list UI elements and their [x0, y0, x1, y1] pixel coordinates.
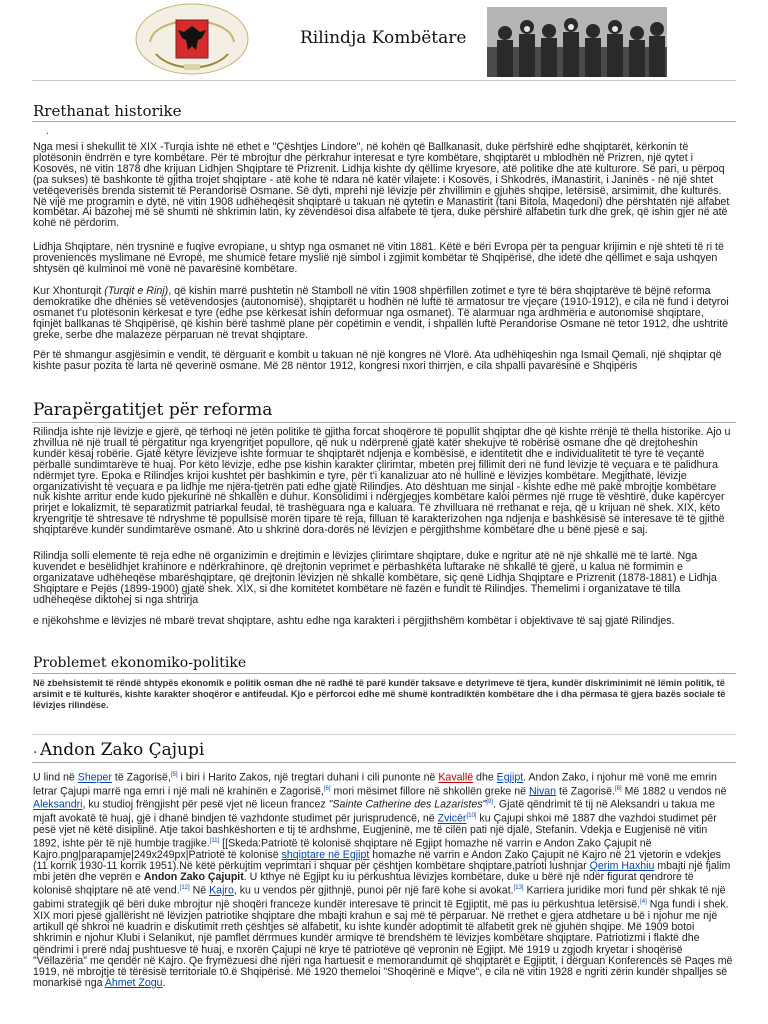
text-span: Nga fundi i shek. XIX mori pjesë gjallërisht në lëvizjen patriotike shqiptare dhe mbajti krahun e saj më të përparuar. Në rrethet e gjera atdhetare u bë i njohur me një artikull që shkroi në kuadrin e diskutimit rreth çështjes së alfabetit, ku ishte kundër adoptimit të alfabetit grek në gjuhën shqipe. Më 1909 botoi shkrimin e njohur Klubi i Selanikut, një pamflet dërrmues kundër armiqve të brendshëm të lëvizjes kombëtare shqiptare. Patriotizmi i flaktë dhe qëndrimi i prerë ndaj pushtuesve të huaj, e nxorën Çajupi në krye të patriotëve që vepronin në Egjipt. Më 1919 u zgjodh kryetar i shoqërisë "Vëllazëria" me qendër në Kajro. Qe frymëzuesi dhe njëri nga hartuesit e memorandumit që shqiptarët e Egjiptit, i dërguan Konferencës së Paqes më 1919, në mbrojtje të tërësisë territoriale t0.ë Shqipërisë. Më 1920 themeloi "Shoqërinë e Miqve", e cila në vitin 1928 e ngriti zërin kundër shpalljes së monarkisë nga: [33, 898, 733, 990]
link-shqiptare-egjipt[interactable]: shqiptare në Egjipt: [281, 848, 370, 861]
bullet-dot: .: [33, 741, 38, 757]
link-ahmet-zogu[interactable]: Ahmet Zogu: [104, 977, 163, 990]
section-heading-problemet: Problemet ekonomiko-politike: [33, 655, 247, 671]
heading-divider: [32, 121, 736, 122]
link-sheper[interactable]: Sheper: [77, 771, 112, 784]
text-span: mbajti një fjalim mbi jetën dhe veprën e: [33, 860, 731, 884]
paragraph: [33, 770, 733, 989]
page-title: Rilindja Kombëtare: [300, 28, 467, 48]
text-span: . U kthye në Egjipt ku iu përkushtua lëvizjes kombëtare, duke u bërë një ndër figurat qendrore të kolonisë shqiptare në atë vend.: [33, 871, 694, 898]
link-qerim-haxhiu[interactable]: Qerim Haxhiu: [589, 860, 655, 873]
text-span: .: [162, 977, 166, 990]
paragraph: Në zbehsistemit të rëndë shtypës ekonomik e politik osman dhe në radhë të parë kundër taksave e detyrimeve të tjera, kundër diskriminimit në lëmin politik, të arsimit e të kulturës, kishte karakter shoqëror e antifeudal. Kjo e përforcoi edhe më shumë kontradiktën kombëtare dhe i dha përmasa të gjera bazës sociale të lëvizjes rilindëse.: [33, 678, 726, 710]
text-span: të Zagorisë.: [556, 785, 615, 798]
text-span: . Gjatë qëndrimit të tij në Aleksandri u takua me mjaft avokatë të huaj, gjë i dhanë bindjen të vazhdonte studimet për jurisprudencë, në: [33, 799, 715, 825]
section-divider: [32, 734, 736, 735]
paragraph: Rilindja solli elemente të reja edhe në organizimin e drejtimin e lëvizjes çlirimtare shqiptare, duke e ngritur atë në një shkallë më të lartë. Nga kuvendet e besëlidhjet krahinore e ndërkrahinore, që drejtonin veprimet e përbashkëta luftarake në shkallë të gjerë, u kalua në formimin e organizatave udhëheqëse mbarëshqiptare, që drejtonin lëvizjen në shkallë kombëtare, siç qenë Lidhja Shqiptare e Prizrenit (1878-1881) e Lidhja Shqiptare e Pejës (1899-1900) gjatë shek. XIX, si dhe komitetet kombëtare në fazën e fundit të Rilindjes. Themelimi i organizatave të tilla udhëheqëse diktohej si nga shtrirja: [33, 550, 717, 606]
citation-ref[interactable]: [12]: [179, 885, 190, 892]
link-aleksandri[interactable]: Aleksandri: [33, 799, 83, 811]
paragraph: e njëkohshme e lëvizjes në mbarë trevat shqiptare, ashtu edhe nga karakteri i përgjithshëm kombëtar i objektivave të saj gjatë Rilindjes.: [33, 615, 675, 627]
text-span: [[Skeda:Patriotë të kolonisë shqiptare në Egjipt homazhe në varrin e Andon Zako Çajupit në Kajro.png|parapamje|249x249px|Patriotë të kolonisë: [33, 837, 652, 861]
text-span: ku Çajupi shkoi më 1887 dhe vazhdoi studimet për pesë vjet në këtë disiplinë. Atje takoi bashkëshorten e tij të ardhshme, Eugjeninë, me të cilën pati një djalë, Stefanin. Vdekja e Eugjenisë në vitin 1892, ishte për të një humbje tragjike.: [33, 812, 717, 850]
text-span: dhe: [473, 771, 497, 784]
text-span: i biri i Harito Zakos, një tregtari duhani i cili punonte në: [177, 771, 439, 784]
text-span: Në: [189, 885, 210, 898]
paragraph: Nga mesi i shekullit të XIX -Turqia ishte në ethet e "Çështjes Lindore", në kohën që Ballkanasit, duke përfshirë edhe shqiptarët, kërkonin të plotësonin ëndrrën e tyre kombëtare. Për të mbrojtur dhe përkrahur interesat e tyre kombëtare, shqiptarët u mblodhën në Prizren, një qytet i Kosovës, në vitin 1878 dhe krijuan Lidhjen Shqiptare të Prizrenit. Lidhja kishte dy qëllime kryesore, atë politike dhe atë kulturore. Së pari, u përpoq (pa sukses) të bashkonte të gjitha trojet shqiptare - atë kohe të ndara në katër vilajete: i Kosovës, i Shkodrës, iManastirit, i Janinës - në një shtet vetëqeverisës brenda sistemit të Perandorisë Osmane. Së dyti, mprehi një lëvizje për zhvillimin e gjuhës shqipe, letërsisë, arsimimit, dhe kulturës. Në vijë me programin e dytë, në vitin 1908 udhëheqësit shqiptarë u takuan në qytetin e Manastirit (tani Bitola, Maqedoni) dhe përshtatën një alfabet kombëtar. Ai bazohej më së shumti në shkrimin latin, ky zëvendësoi disa alfabete të tjera, duke përshirë alfabetin turk dhe grek, që ishin gjer në atë kohë në përdorim.: [33, 141, 730, 230]
link-egjipt[interactable]: Egjipt: [496, 771, 524, 784]
heading-divider: [32, 673, 736, 674]
page-header: [0, 0, 768, 82]
text-span: , që kishin marrë pushtetin në Stamboll në vitin 1908 shpërfillen zotimet e tyre të bëra shqiptarëve të bëjnë reforma demokratike dhe dhënies së vetëvendosjes (autonomisë), shqiptarët u hodhën në luftë të armatosur tre vjeçare (1910-1912), e cila në fund i detyroi osmanet t'u plotësonin kërkesat e tyre (edhe pse kërkesat ishin deformuar nga osmanet). Të alarmuar nga ardhmëria e autonomisë shqiptare, fqinjët ballkanas të Shqipërisë, që kishin bërë tashmë plane për copëtimin e vendit, i shpallën luftë Perandorise Osmane në tetor 1912, dhe ushtritë greke, serbe dhe malazeze përparuan në trevat shqiptare.: [33, 285, 729, 341]
link-kavalle[interactable]: Kavallë: [438, 771, 474, 784]
bullet-dot: .: [46, 126, 50, 137]
text-span: homazhe në varrin e Andon Zako Çajupit në Kajro në 21 vjetorin e vdekjes (11 korrik 1930-11 korrik 1951).Në këtë përkujtim veprimtari i shquar për çështjen kombëtare shqiptare,patrioti lushnjar: [33, 848, 721, 873]
citation-ref[interactable]: [6]: [323, 785, 331, 792]
albanian-eagle-emblem-icon: [132, 2, 252, 76]
text-span: Karriera juridike mori fund për shkak të një gabimi strategjik që bëri duke mbrojtur një shoqëri franceze kundër interesave të princit të Egjiptit, më pas iu përkushtua letërsisë.: [33, 885, 726, 911]
section-heading-parapergatitjet: Parapërgatitjet për reforma: [33, 400, 273, 420]
paragraph: Për të shmangur asgjësimin e vendit, të dërguarit e kombit u takuan në një kongres në Vlorë. Ata udhëhiqeshin nga Ismail Qemali, një shqiptar që kishte pasur pozita të larta në qeverinë osmane. Më 28 nëntor 1912, kongresi nxori thirrjen, e cila shpalli pavarësinë e Shqipëris: [33, 349, 722, 372]
citation-ref[interactable]: [13]: [513, 885, 524, 892]
text-span: , ku u vendos për gjithnjë, punoi për një farë kohe si avokat.: [233, 885, 514, 898]
heading-divider: [32, 762, 736, 763]
heading-divider: [32, 422, 736, 423]
text-span: Kur Xhonturqit: [33, 285, 105, 297]
citation-ref[interactable]: [4]: [640, 899, 647, 906]
link-zvicer[interactable]: Zvicër: [437, 812, 467, 825]
text-span: mori mësimet fillore në shkollën greke në: [330, 785, 529, 798]
citation-ref[interactable]: [8]: [614, 785, 622, 792]
citation-ref[interactable]: [11]: [209, 838, 220, 845]
text-span: U lind në: [33, 771, 78, 784]
paragraph: Rilindja ishte një lëvizje e gjerë, që tërhoqi në jetën politike të gjitha forcat shoqërore të popullit shqiptar dhe që kishte rrënjë të thella historike. Ajo u zhvillua në një truall të përgatitur nga kryengritjet popullore, që nuk u ndërprenë gjatë katër shekujve të robërisë osmane dhe që drejtoheshin kundër kësaj robërie. Gjatë këtyre lëvizjeve ishte formuar te shqiptarët ndjenja e kombësisë, e identitetit dhe e individualitetit të tyre të veçantë përballë sundimtarëve të huaj. Por këto lëvizje, edhe pse kishin karakter çlirimtar, mbetën prej fillimit deri në fund lëvizje të veçuara e të palidhura ndërmjet tyre. Epoka e Rilindjes krijoi kushtet për bashkimin e tyre, për t'i kanalizuar ato në hullinë e lëvizjes kombëtare. Megjithatë, lëvizje organizativisht të veçuara e pa lidhje me njëra-tjetrën pati edhe gjatë Rilindjes. Ato dështuan me sinjal - kishte edhe më pakë mbrojtje kombëtare nuk kishte arritur ende kudo pjekurinë në shkallën e duhur. Konsolidimi i ndërgjegjes kombëtare kaloi përmes një rruge të vështirë, duke kapërcyer prirjet e lokalizmit, të separatizmit patriarkal feudal, të trashëguara nga e kaluara. Të zhvilluara në rrethanat e reja, që u krijuan në shek. XIX, këto kryengritje të shtresave të ndryshme të popullsisë morën tipare të reja, filluan të karakterizohen nga ndjenja e bashkësisë së interesave të të gjithë shqiptarëve kundër sundimtarëve osmanë. Ato u shkrinë dora-dorës në lëvizjen e përgjithshme kombëtare dhe u bënë pjesë e saj.: [33, 426, 731, 537]
text-span: . Andon Zako, i njohur më vonë me emrin letrar Çajupi marrë nga emri i një mali në krahinën e Zagorisë,: [33, 771, 717, 798]
section-heading-rrethanat: Rrethanat historike: [33, 102, 182, 120]
section-heading-cajupi: Andon Zako Çajupi: [40, 740, 205, 760]
citation-ref[interactable]: [9]: [486, 799, 493, 806]
italic-text: "Sainte Catherine des Lazaristes": [328, 799, 487, 811]
text-span: të Zagorisë,: [111, 771, 171, 784]
historical-group-photo-icon: [487, 7, 667, 77]
text-span: Më 1882 u vendos në: [621, 785, 727, 798]
italic-text: (Turqit e Rinj): [104, 285, 169, 297]
citation-ref[interactable]: [5]: [170, 772, 178, 778]
header-divider: [32, 80, 736, 81]
bold-text: Andon Zako Çajupit: [143, 871, 244, 884]
citation-ref[interactable]: [10]: [466, 813, 477, 820]
paragraph: Lidhja Shqiptare, nën trysninë e fuqive evropiane, u shtyp nga osmanet në vitin 1881. Këtë e bëri Evropa për ta penguar krijimin e një shteti të ri të proveniencës myslimane në Evropë, me shumicë fetare myslië një simbol i zgjimit kombëtar të Shqipërisë, dhe idetë dhe qëllimet e saja ushqyen shtysën që kulminoi më vonë në pavarësinë kombëtare.: [33, 241, 724, 275]
text-span: , ku studioj frëngjisht për pesë vjet në liceun francez: [82, 799, 329, 811]
link-nivan[interactable]: Nivan: [528, 785, 557, 798]
link-kajro[interactable]: Kajro: [209, 885, 234, 898]
paragraph: [33, 286, 733, 341]
